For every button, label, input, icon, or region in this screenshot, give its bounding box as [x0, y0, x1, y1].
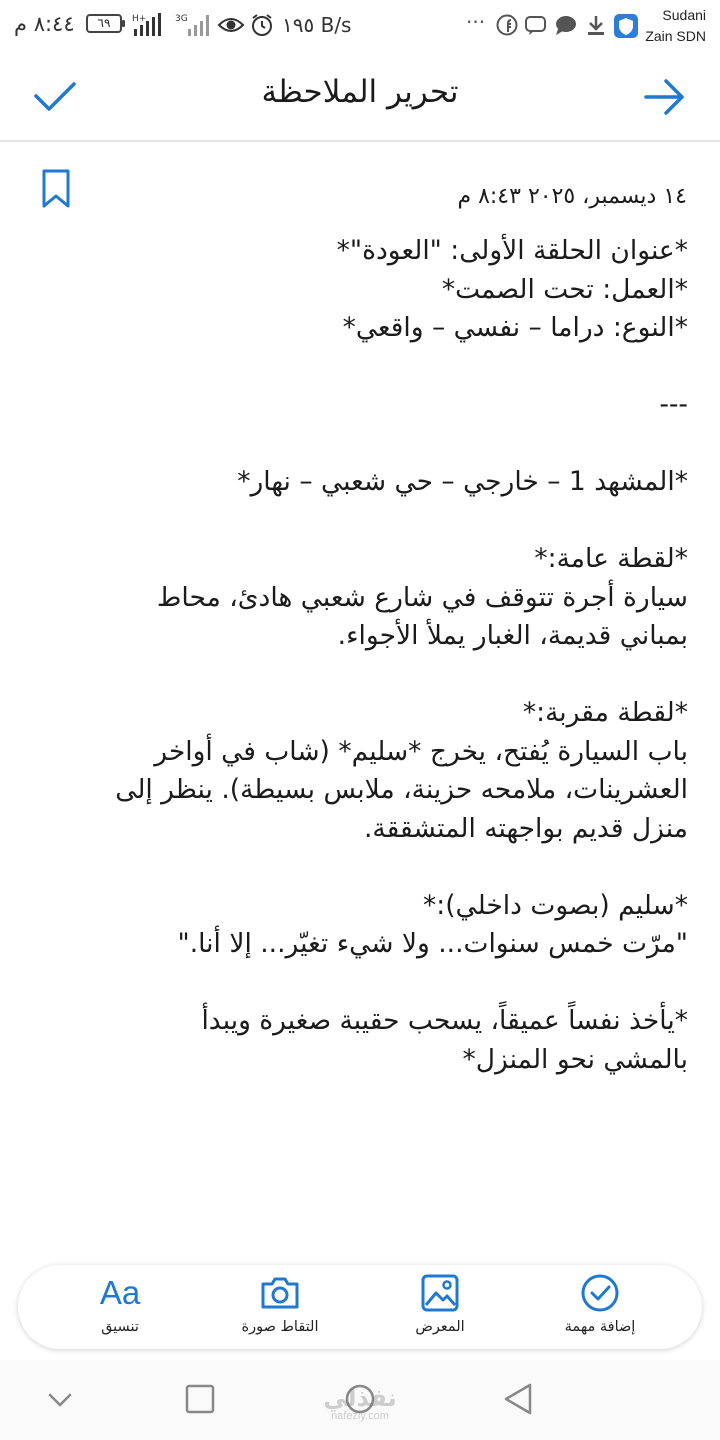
messenger-icon [524, 14, 548, 36]
note-line: *العمل: تحت الصمت* [441, 273, 688, 305]
arrow-forward-icon[interactable] [642, 76, 688, 118]
battery-icon: ٦٩ [86, 14, 122, 33]
gallery-button[interactable] [370, 1271, 510, 1345]
check-circle-icon [578, 1271, 622, 1315]
signal-h-icon [130, 12, 170, 38]
format-icon: Aa [99, 1274, 141, 1311]
more-notifications-icon: ··· [466, 10, 486, 34]
note-line: سيارة أجرة تتوقف في شارع شعبي هادئ، محاط [156, 581, 688, 613]
back-icon[interactable] [496, 1380, 540, 1420]
camera-icon [258, 1271, 302, 1315]
app-header [0, 52, 720, 142]
download-icon [585, 14, 607, 36]
gallery-label: المعرض [415, 1319, 465, 1335]
note-line [34, 348, 688, 387]
note-line [34, 656, 688, 695]
gallery-icon [418, 1271, 462, 1315]
format-label: تنسيق [101, 1319, 139, 1335]
carrier-line-2: Zain SDN [645, 28, 706, 44]
note-line [34, 502, 688, 541]
take-photo-label: التقاط صورة [241, 1319, 319, 1335]
watermark-site: nafezly.com [331, 1410, 389, 1422]
signal-3g-icon [174, 12, 214, 38]
note-line [34, 964, 688, 1003]
network-3g-label: 3G [175, 14, 188, 24]
add-task-label: إضافة مهمة [564, 1319, 636, 1335]
network-h-label: H+ [132, 14, 147, 24]
status-time: ٨:٤٤ م [14, 12, 75, 36]
note-line: *عنوان الحلقة الأولى: "العودة"* [336, 235, 688, 266]
note-line [34, 425, 688, 464]
chat-icon [554, 14, 578, 36]
network-speed: ١٩٥ B/s [282, 13, 352, 37]
watermark-text: نفذلي [323, 1384, 397, 1412]
note-line [34, 848, 688, 887]
note-line: بمباني قديمة، الغبار يملأ الأجواء. [337, 620, 688, 651]
eye-icon [217, 12, 245, 38]
note-line: باب السيارة يُفتح، يخرج *سليم* (شاب في أواخر [154, 735, 688, 767]
note-line: --- [659, 389, 688, 420]
note-line: "مرّت خمس سنوات... ولا شيء تغيّر... إلا أنا." [177, 928, 688, 959]
status-bar [0, 0, 720, 52]
note-line: *النوع: دراما – نفسي – واقعي* [342, 312, 688, 343]
note-line: *المشهد 1 – خارجي – حي شعبي – نهار* [237, 466, 688, 497]
add-task-button[interactable] [530, 1271, 670, 1345]
carrier-line-1: Sudani [662, 7, 706, 23]
watermark-logo [312, 1386, 408, 1423]
note-editor[interactable] [34, 232, 688, 1079]
format-button[interactable] [50, 1271, 190, 1345]
note-line: بالمشي نحو المنزل* [462, 1043, 688, 1075]
page-title: تحرير الملاحظة [261, 74, 459, 110]
note-date: ١٤ ديسمبر، ٢٠٢٥ ٨:٤٣ م [457, 184, 687, 209]
note-line: *لقطة عامة:* [534, 543, 688, 574]
carrier-name [645, 5, 706, 47]
note-line: *سليم (بصوت داخلي):* [423, 889, 688, 921]
note-line: العشرينات، ملامحه حزينة، ملابس بسيطة). ينظر إلى [115, 774, 688, 805]
recents-icon[interactable] [178, 1380, 222, 1420]
note-line: *لقطة مقربة:* [522, 697, 688, 728]
facebook-icon [496, 14, 518, 36]
note-line: منزل قديم بواجهته المتشققة. [364, 812, 688, 844]
hide-keyboard-icon[interactable] [38, 1380, 82, 1420]
bottom-toolbar [18, 1265, 702, 1349]
bookmark-icon[interactable] [40, 168, 72, 210]
take-photo-button[interactable] [210, 1271, 350, 1345]
shield-app-icon [614, 14, 638, 38]
alarm-icon [249, 12, 275, 38]
note-line: *يأخذ نفساً عميقاً، يسحب حقيبة صغيرة ويبدأ [201, 1005, 688, 1036]
